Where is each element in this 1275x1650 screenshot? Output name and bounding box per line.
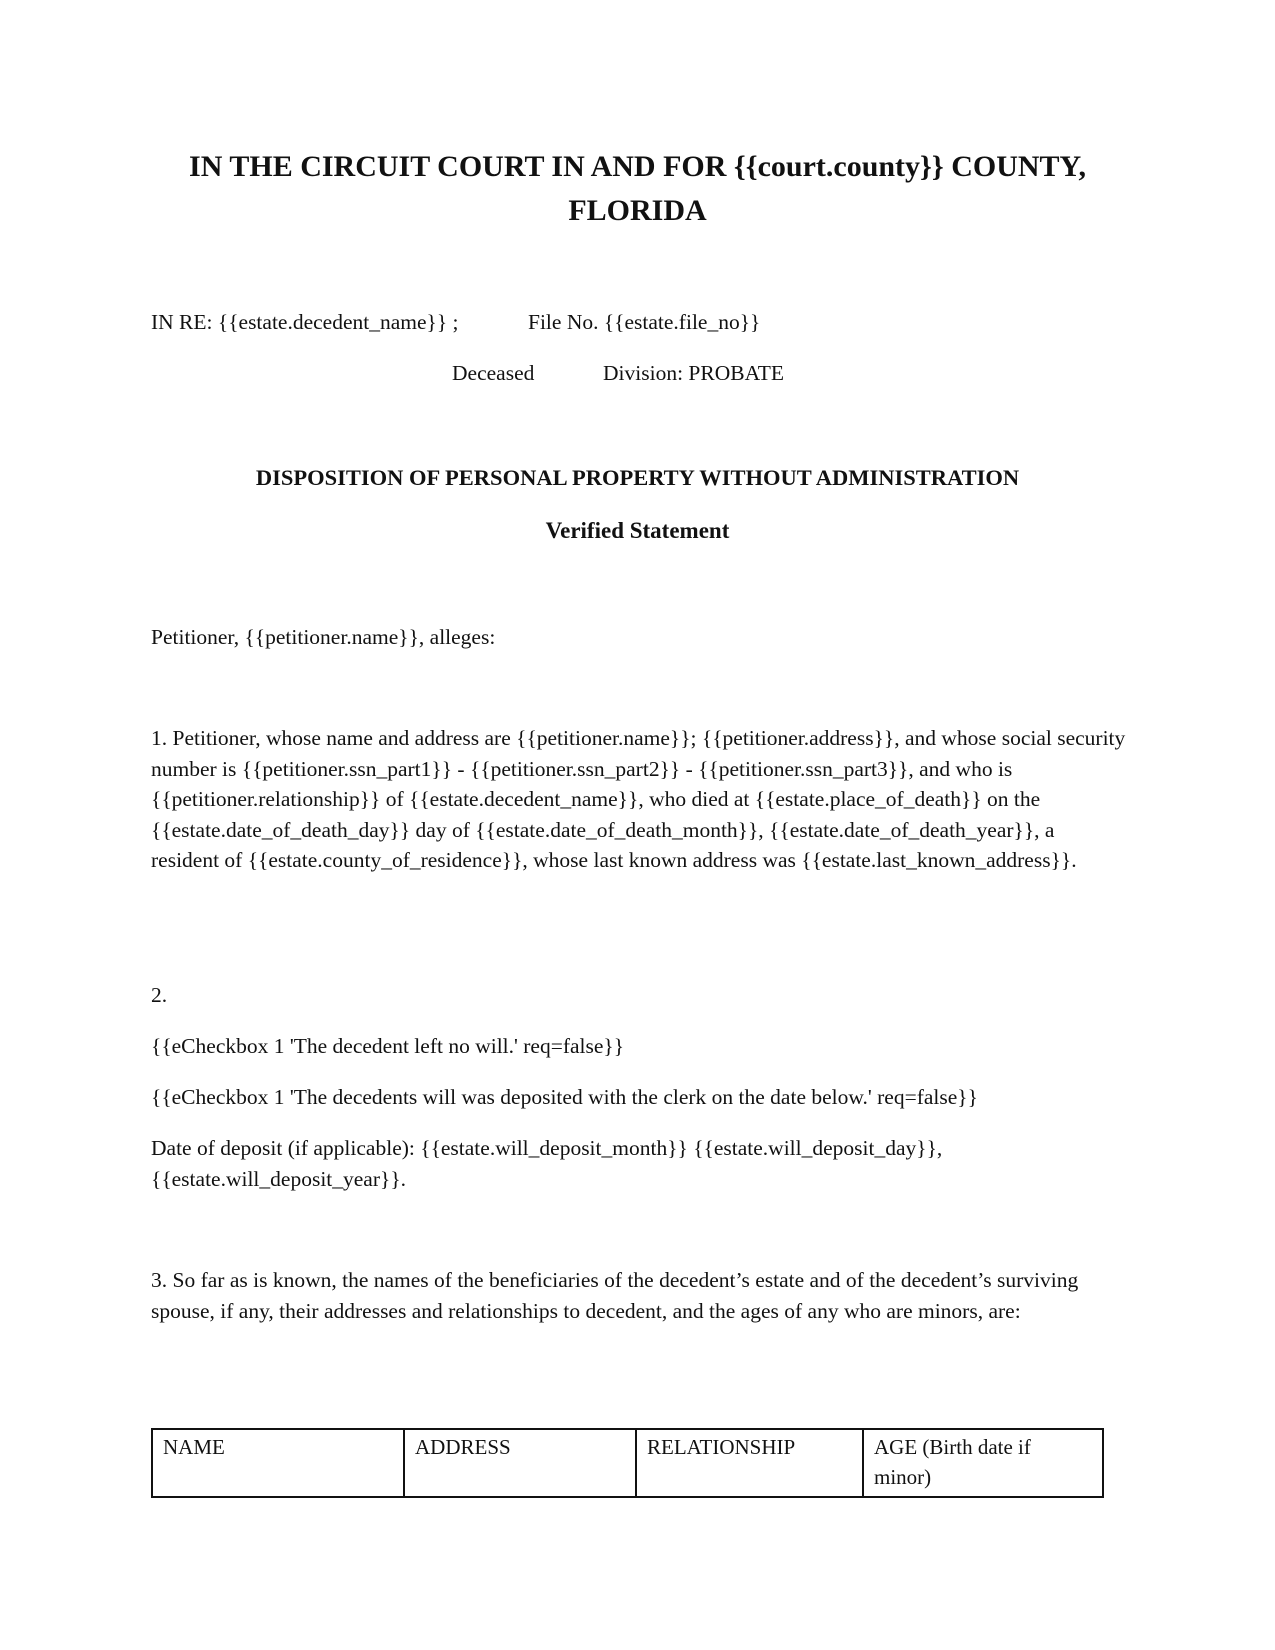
header-age: AGE (Birth date if minor): [863, 1429, 1103, 1497]
paragraph-3: 3. So far as is known, the names of the beneficiaries of the decedent’s estate and of the decedent’s surviving spouse, if any, their addresses and relationships to decedent, and the ages of any who are minors, are:: [151, 1268, 1079, 1323]
deceased-label: Deceased: [452, 361, 535, 385]
header-relationship: RELATIONSHIP: [636, 1429, 863, 1497]
header-name: NAME: [152, 1429, 404, 1497]
table-header-row: [152, 1429, 1103, 1497]
in-re-caption: IN RE: {{estate.decedent_name}} ;: [151, 310, 459, 334]
beneficiaries-table: [151, 1428, 1104, 1498]
court-heading: IN THE CIRCUIT COURT IN AND FOR {{court.county}} COUNTY, FLORIDA: [189, 150, 1086, 227]
document-title: DISPOSITION OF PERSONAL PROPERTY WITHOUT ADMINISTRATION: [255, 465, 1020, 490]
paragraph-1: 1. Petitioner, whose name and address are {{petitioner.name}}; {{petitioner.address}}, and whose social security number is {{petitioner.ssn_part1}} - {{petitioner.ssn_part2}} - {{petitioner.ssn_part3}}, and who is {{petitioner.relationship}} of {{estate.decedent_name}}, who died at {{estate.place_of_death}} on the {{estate.date_of_death_day}} day of {{estate.date_of_death_month}}, {{estate.date_of_death_year}}, a resident of {{estate.county_of_residence}}, whose last known address was {{estate.last_known_address}}.: [151, 726, 1126, 872]
paragraph-2-number: 2.: [151, 983, 168, 1007]
document-subtitle: Verified Statement: [545, 518, 730, 543]
header-address: ADDRESS: [404, 1429, 636, 1497]
checkbox-no-will[interactable]: {{eCheckbox 1 'The decedent left no will.' req=false}}: [151, 1034, 625, 1058]
division-label: Division: PROBATE: [603, 361, 784, 385]
deposit-date: Date of deposit (if applicable): {{estate.will_deposit_month}} {{estate.will_deposit_day}}, {{estate.will_deposit_year}}.: [151, 1136, 943, 1191]
checkbox-will-deposited[interactable]: {{eCheckbox 1 'The decedents will was deposited with the clerk on the date below.' req=false}}: [151, 1085, 978, 1109]
file-number: File No. {{estate.file_no}}: [528, 310, 761, 334]
intro-paragraph: Petitioner, {{petitioner.name}}, alleges:: [151, 625, 496, 649]
